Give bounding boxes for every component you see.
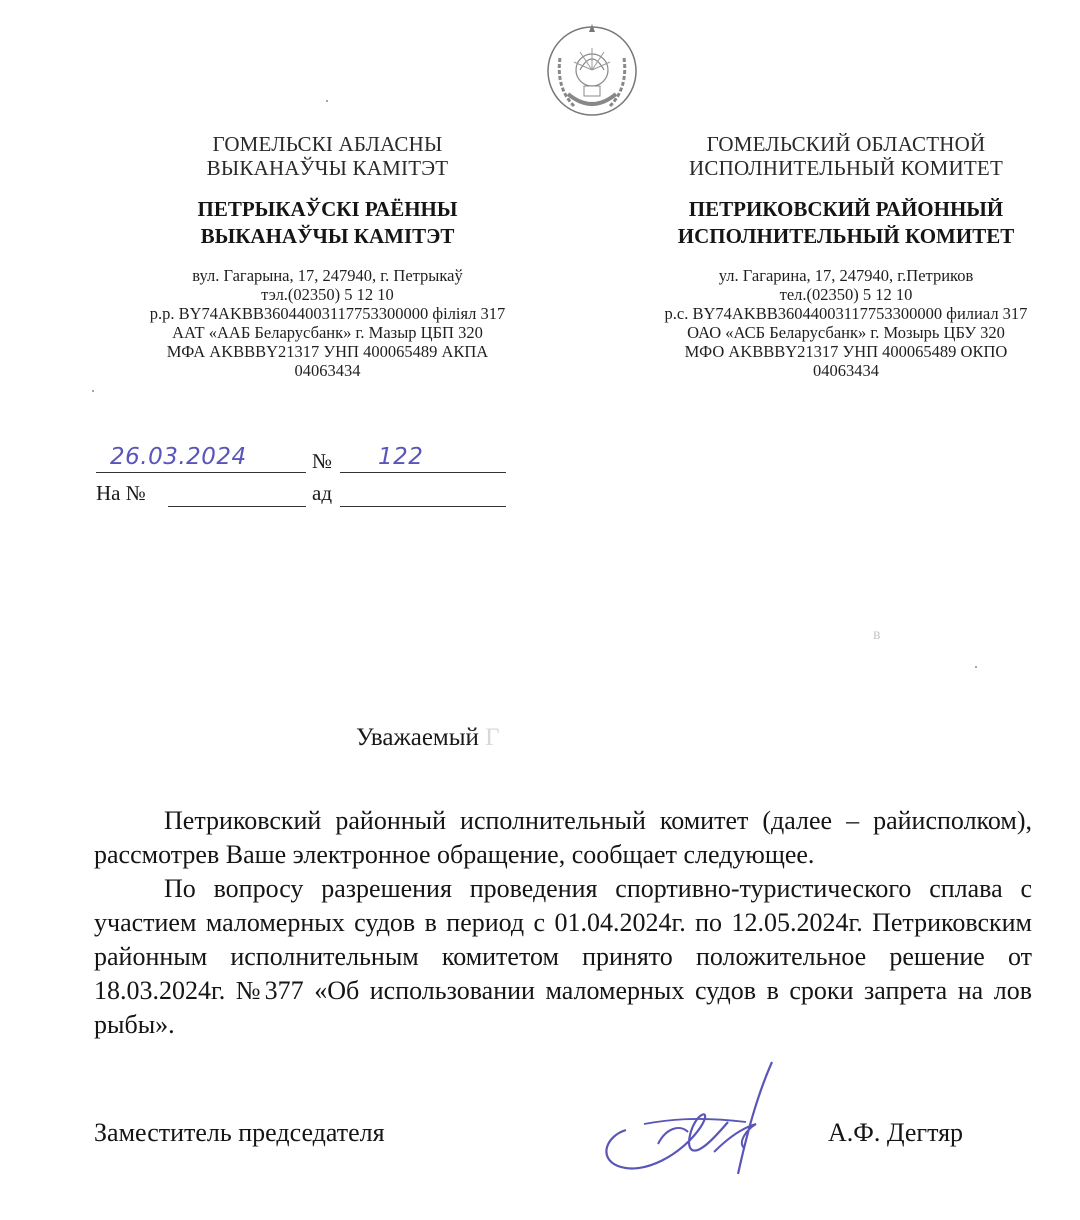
- letter-body: [94, 804, 1032, 1042]
- right-org-line-2: ИСПОЛНИТЕЛЬНЫЙ КОМИТЕТ: [677, 224, 1015, 248]
- right-address-line-1: ул. Гагарина, 17, 247940, г.Петриков: [718, 266, 974, 285]
- left-agency-line-2: ВЫКАНАЎЧЫ КАМІТЭТ: [206, 156, 449, 180]
- left-org-line-2: ВЫКАНАЎЧЫ КАМІТЭТ: [200, 224, 455, 248]
- number-underline: [340, 472, 506, 473]
- left-agency-line-1: ГОМЕЛЬСКІ АБЛАСНЫ: [212, 132, 443, 156]
- from-label: ад: [312, 481, 333, 505]
- signer-position: Заместитель председателя: [94, 1118, 385, 1147]
- from-underline: [340, 506, 506, 507]
- corner-mark: в: [873, 626, 881, 643]
- right-address-line-4: ОАО «АСБ Беларусбанк» г. Мозырь ЦБУ 320: [687, 323, 1005, 342]
- salutation: [356, 724, 500, 752]
- handwritten-signature-icon: [596, 1058, 786, 1178]
- salutation-redacted: Г: [485, 724, 500, 751]
- date-underline: [96, 472, 306, 473]
- right-org-line-1: ПЕТРИКОВСКИЙ РАЙОННЫЙ: [688, 197, 1004, 221]
- signer-name: А.Ф. Дегтяр: [828, 1118, 964, 1147]
- number-label: №: [312, 449, 333, 473]
- right-agency-line-1: ГОМЕЛЬСКИЙ ОБЛАСТНОЙ: [706, 132, 986, 156]
- right-address-line-3: р.с. BY74AKBB36044003117753300000 филиал 317: [664, 304, 1028, 323]
- stray-dot: [326, 100, 328, 102]
- header-left: [80, 132, 575, 380]
- left-address-line-6: 04063434: [294, 361, 361, 380]
- registration-date: 26.03.2024: [110, 444, 247, 470]
- salutation-text: Уважаемый: [356, 724, 479, 751]
- left-address-line-2: тэл.(02350) 5 12 10: [261, 285, 394, 304]
- left-address-line-1: вул. Гагарына, 17, 247940, г. Петрыкаў: [192, 266, 463, 285]
- right-address-line-2: тел.(02350) 5 12 10: [779, 285, 913, 304]
- stray-dot: [92, 390, 94, 392]
- registration-number: 122: [378, 444, 424, 470]
- left-address-line-3: р.р. BY74AKBB36044003117753300000 філіял 317: [149, 304, 506, 323]
- left-address-line-5: МФА AKBBBY21317 УНП 400065489 АКПА: [166, 342, 489, 361]
- left-address-line-4: ААТ «ААБ Беларусбанк» г. Мазыр ЦБП 320: [172, 323, 483, 342]
- body-paragraph-1: Петриковский районный исполнительный комитет (далее – райисполком), рассмотрев Ваше электронное обращение, сообщает следующее.: [94, 806, 1032, 869]
- state-emblem-icon: [542, 18, 642, 124]
- body-paragraph-2: По вопросу разрешения проведения спортивно-туристического сплава с участием маломерных судов в период с 01.04.2024г. по 12.05.2024г. Петриковским районным исполнительным комитетом принято положительное решение от 18.03.2024г. №377 «Об использовании маломерных судов в сроки запрета на лов рыбы».: [94, 874, 1032, 1039]
- stray-dot: [975, 666, 977, 668]
- left-org-line-1: ПЕТРЫКАЎСКІ РАЁННЫ: [197, 197, 458, 221]
- right-address-line-5: МФО AKBBBY21317 УНП 400065489 ОКПО: [684, 342, 1008, 361]
- header-right: [612, 132, 1080, 380]
- reply-label: На №: [96, 481, 146, 505]
- reply-underline: [168, 506, 306, 507]
- right-agency-line-2: ИСПОЛНИТЕЛЬНЫЙ КОМИТЕТ: [689, 156, 1003, 180]
- right-address-line-6: 04063434: [813, 361, 879, 380]
